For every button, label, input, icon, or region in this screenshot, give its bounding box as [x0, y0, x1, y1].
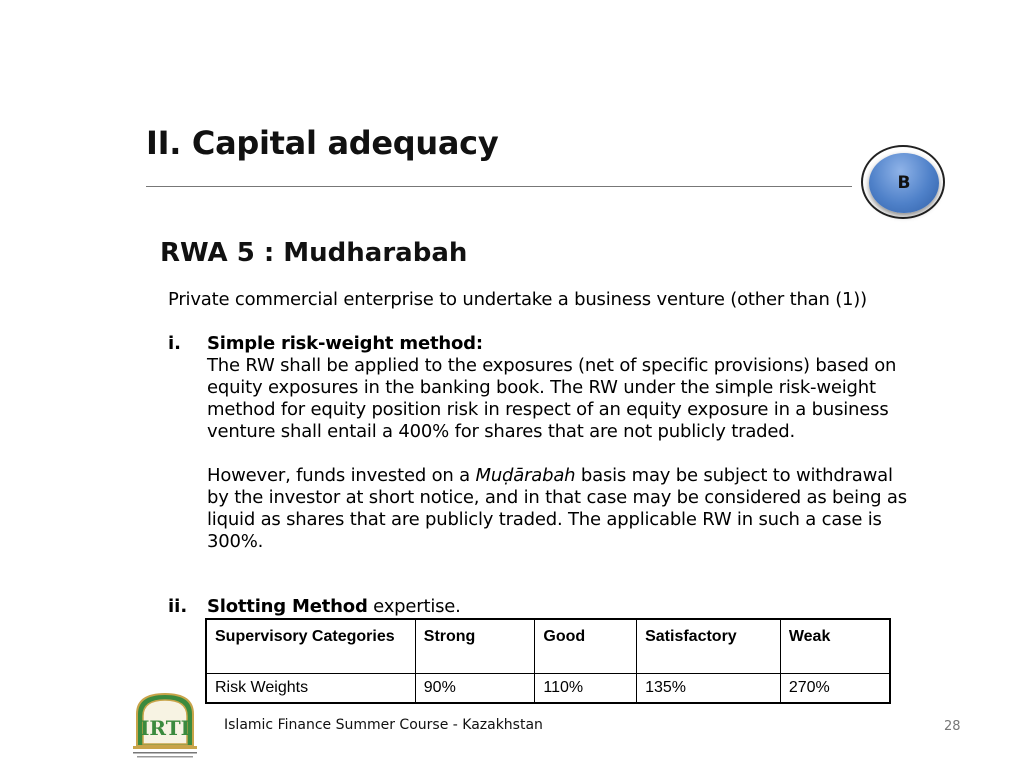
- list-item-heading: Slotting Method: [207, 596, 368, 617]
- list-item-paragraph: [207, 465, 907, 553]
- list-item-text: basis may be subject to withdrawal by the investor at short notice, and in that case may be considered as being as liquid as shares that are publicly traded. The applicable RW in such a case is 300%.: [207, 465, 907, 552]
- table-header-cell: Good: [535, 619, 637, 673]
- title-divider: [146, 186, 852, 187]
- table-cell: 90%: [415, 673, 535, 703]
- table-cell: 110%: [535, 673, 637, 703]
- table-header-cell: Weak: [780, 619, 890, 673]
- table-cell: 270%: [780, 673, 890, 703]
- list-item-slotting-method: [207, 596, 907, 618]
- section-badge-label: B: [897, 173, 911, 193]
- table-cell: Risk Weights: [206, 673, 415, 703]
- page-number: 28: [944, 719, 961, 734]
- slide-title: II. Capital adequacy: [146, 124, 499, 162]
- section-badge: [869, 153, 939, 213]
- list-item-text: The RW shall be applied to the exposures (net of specific provisions) based on equity exposures in the banking book. The RW under the simple risk-weight method for equity position risk in respect of an equity exposure in a business venture shall entail a 400% for shares that are not publicly traded.: [207, 355, 897, 442]
- irti-logo-icon: [127, 688, 203, 760]
- list-item-text: expertise.: [367, 596, 461, 617]
- table-header-cell: Satisfactory: [637, 619, 781, 673]
- italic-term: Muḍārabah: [475, 465, 576, 486]
- list-item-text: However, funds invested on a: [207, 465, 476, 486]
- intro-text: Private commercial enterprise to undertake a business venture (other than (1)): [168, 289, 867, 310]
- table-header-cell: Strong: [415, 619, 535, 673]
- list-item-simple-risk-weight: [207, 333, 907, 553]
- table-cell: 135%: [637, 673, 781, 703]
- list-item-paragraph: [207, 333, 907, 443]
- table-header-cell: Supervisory Categories: [206, 619, 415, 673]
- list-item-heading: Simple risk-weight method:: [207, 333, 483, 354]
- table-row: [206, 673, 890, 703]
- table-header-row: [206, 619, 890, 673]
- logo-lettering: IRTI: [140, 716, 190, 740]
- list-number-1: i.: [168, 333, 182, 354]
- risk-weight-table: [205, 618, 891, 704]
- slide-subtitle: RWA 5 : Mudharabah: [160, 238, 468, 268]
- footer-text: Islamic Finance Summer Course - Kazakhstan: [224, 717, 543, 733]
- list-number-2: ii.: [168, 596, 188, 617]
